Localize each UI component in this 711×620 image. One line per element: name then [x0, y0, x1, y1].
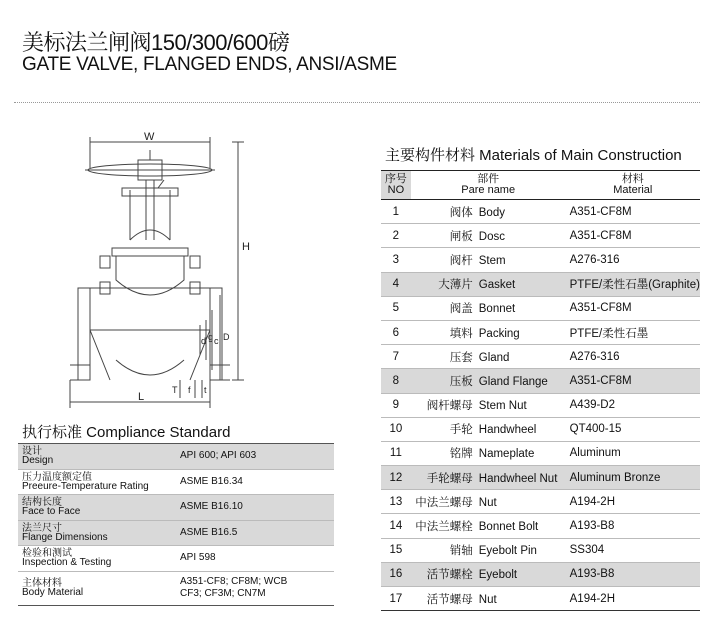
- compliance-label-cn: 法兰尺寸: [22, 522, 62, 534]
- material-value: [566, 248, 700, 272]
- dim-label-t: T: [172, 385, 178, 395]
- row-number: 12: [381, 466, 411, 490]
- part-name: [411, 224, 566, 248]
- material-value: [566, 320, 700, 344]
- table-row: [381, 417, 700, 441]
- material-text: QT400-15: [569, 423, 622, 436]
- compliance-value: API 600; API 603: [180, 450, 257, 462]
- part-name-en: Dosc: [478, 230, 505, 243]
- part-name: [411, 369, 566, 393]
- table-row: [381, 562, 700, 586]
- part-name-cn: 销轴: [449, 545, 473, 558]
- compliance-row: [18, 444, 334, 470]
- part-name-cn: 阀杆螺母: [426, 400, 473, 413]
- compliance-label-cn: 压力温度额定值: [22, 471, 92, 483]
- table-row: [381, 514, 700, 538]
- row-number: 15: [381, 538, 411, 562]
- row-number: 4: [381, 272, 411, 296]
- row-number: 2: [381, 224, 411, 248]
- part-name-en: Nameplate: [478, 448, 535, 461]
- material-value: [566, 417, 700, 441]
- compliance-label-cn: 检验和测试: [22, 548, 72, 560]
- material-value: [566, 272, 700, 296]
- dim-label-w: W: [144, 131, 155, 143]
- compliance-row: [18, 520, 334, 546]
- dim-label-d: d: [201, 336, 207, 346]
- part-name: [411, 296, 566, 320]
- row-number: 10: [381, 417, 411, 441]
- table-row: [381, 320, 700, 344]
- part-name-cn: 手轮螺母: [426, 472, 473, 485]
- compliance-value: ASME B16.5: [180, 526, 238, 538]
- row-number: 8: [381, 369, 411, 393]
- compliance-label-cn: 结构长度: [22, 497, 62, 509]
- material-value: [566, 200, 700, 224]
- material-value: [566, 562, 700, 586]
- dim-label-c: c: [214, 336, 219, 346]
- part-name: [411, 393, 566, 417]
- material-value: [566, 296, 700, 320]
- material-value: [566, 466, 700, 490]
- table-row: [381, 587, 700, 611]
- table-row: [381, 272, 700, 296]
- part-name: [411, 538, 566, 562]
- row-number: 5: [381, 296, 411, 320]
- compliance-row: [18, 546, 334, 572]
- row-number: 7: [381, 345, 411, 369]
- material-value: [566, 538, 700, 562]
- table-row: [381, 490, 700, 514]
- material-value: [566, 490, 700, 514]
- material-value: [566, 514, 700, 538]
- row-number: 6: [381, 320, 411, 344]
- materials-header-row: [381, 171, 700, 200]
- part-name-cn: 中法兰螺母: [415, 496, 473, 509]
- material-value: [566, 224, 700, 248]
- header-part: [411, 171, 566, 200]
- dim-label-f: f: [188, 385, 191, 395]
- part-name: [411, 417, 566, 441]
- table-row: [381, 224, 700, 248]
- part-name-cn: 阀体: [449, 206, 473, 219]
- part-name-en: Gland Flange: [478, 375, 548, 388]
- material-value: [566, 369, 700, 393]
- part-name: [411, 562, 566, 586]
- row-number: 13: [381, 490, 411, 514]
- part-name-en: Packing: [478, 327, 520, 340]
- table-row: [381, 466, 700, 490]
- compliance-label-cn: 主体材料: [22, 578, 62, 589]
- header-part-cn: 部件: [477, 173, 500, 185]
- material-text: A351-CF8M: [569, 205, 632, 218]
- material-text: PTFE/柔性石墨: [569, 327, 649, 340]
- row-number: 17: [381, 587, 411, 611]
- part-name-en: Body: [478, 206, 505, 219]
- compliance-label-en: Inspection & Testing: [22, 557, 112, 569]
- table-row: [381, 393, 700, 417]
- header-no: [381, 171, 411, 200]
- table-row: [381, 296, 700, 320]
- part-name-cn: 压套: [449, 351, 473, 364]
- header-no-cn: 序号: [384, 173, 407, 185]
- row-number: 14: [381, 514, 411, 538]
- part-name-cn: 填料: [449, 327, 473, 340]
- part-name-en: Gasket: [478, 279, 516, 292]
- material-text: A351-CF8M: [569, 302, 632, 315]
- part-name: [411, 320, 566, 344]
- part-name-cn: 闸板: [449, 230, 473, 243]
- dim-label-l: L: [138, 391, 145, 403]
- material-text: Aluminum Bronze: [569, 471, 661, 484]
- compliance-table: [18, 443, 334, 606]
- part-name-cn: 活节螺栓: [426, 569, 473, 582]
- compliance-row: [18, 571, 334, 605]
- part-name-cn: 大薄片: [438, 279, 473, 292]
- dim-label-h: H: [242, 241, 250, 253]
- part-name-en: Eyebolt: [478, 569, 518, 582]
- dim-label-o: D: [223, 332, 230, 342]
- dim-label-t-small: t: [204, 385, 207, 395]
- part-name: [411, 587, 566, 611]
- part-name-en: Gland: [478, 351, 510, 364]
- material-text: A194-2H: [569, 592, 616, 605]
- materials-title: 主要构件材料 Materials of Main Construction: [385, 147, 682, 164]
- part-name-cn: 手轮: [449, 424, 473, 437]
- row-number: 16: [381, 562, 411, 586]
- compliance-label-cn: 设计: [22, 446, 42, 458]
- compliance-row: [18, 469, 334, 495]
- compliance-label-en: Flange Dimensions: [22, 531, 108, 543]
- header-material: [566, 171, 700, 200]
- material-text: A276-316: [569, 253, 620, 266]
- part-name-cn: 阀盖: [449, 303, 473, 316]
- page-title-en: GATE VALVE, FLANGED ENDS, ANSI/ASME: [22, 54, 397, 75]
- material-value: [566, 345, 700, 369]
- compliance-label-en: Preeure-Temperature Rating: [22, 480, 149, 492]
- part-name: [411, 200, 566, 224]
- material-text: Aluminum: [569, 447, 621, 460]
- part-name: [411, 514, 566, 538]
- row-number: 1: [381, 200, 411, 224]
- material-text: SS304: [569, 544, 605, 557]
- dim-label-g: g: [208, 332, 214, 342]
- part-name: [411, 466, 566, 490]
- compliance-value: API 598: [180, 552, 216, 564]
- part-name-en: Handwheel Nut: [478, 472, 558, 485]
- material-text: A194-2H: [569, 495, 616, 508]
- part-name-en: Eyebolt Pin: [478, 545, 537, 558]
- material-text: A276-316: [569, 350, 620, 363]
- compliance-label-en: Design: [22, 455, 54, 467]
- part-name-en: Nut: [478, 593, 497, 606]
- part-name: [411, 490, 566, 514]
- header-part-en: Pare name: [461, 184, 516, 196]
- material-value: [566, 393, 700, 417]
- valve-drawing: [60, 130, 300, 410]
- material-text: A193-B8: [569, 568, 615, 581]
- compliance-value-line1: A351-CF8; CF8M; WCB: [180, 576, 288, 587]
- part-name: [411, 272, 566, 296]
- table-row: [381, 538, 700, 562]
- header-divider: [14, 102, 700, 103]
- part-name-en: Stem: [478, 254, 506, 267]
- compliance-label-en: Face to Face: [22, 506, 81, 518]
- compliance-value-line2: CF3; CF3M; CN7M: [180, 588, 266, 599]
- row-number: 11: [381, 441, 411, 465]
- part-name: [411, 248, 566, 272]
- material-text: PTFE/柔性石墨(Graphite): [569, 279, 700, 292]
- part-name-cn: 活节螺母: [426, 593, 473, 606]
- compliance-value: ASME B16.10: [180, 501, 243, 513]
- part-name-cn: 阀杆: [449, 254, 473, 267]
- header-no-en: NO: [387, 184, 405, 196]
- header-mat-en: Material: [613, 184, 653, 196]
- compliance-row: [18, 495, 334, 521]
- material-value: [566, 441, 700, 465]
- part-name-en: Handwheel: [478, 424, 537, 437]
- part-name-en: Bonnet Bolt: [478, 521, 539, 534]
- row-number: 3: [381, 248, 411, 272]
- part-name-cn: 压板: [449, 375, 473, 388]
- material-text: A193-B8: [569, 520, 615, 533]
- compliance-value: ASME B16.34: [180, 475, 243, 487]
- table-row: [381, 441, 700, 465]
- part-name-en: Nut: [478, 496, 497, 509]
- page-title-cn: 美标法兰闸阀150/300/600磅: [22, 30, 290, 55]
- table-row: [381, 369, 700, 393]
- materials-table: [381, 170, 700, 611]
- material-text: A351-CF8M: [569, 374, 632, 387]
- part-name-en: Stem Nut: [478, 400, 527, 413]
- material-value: [566, 587, 700, 611]
- part-name-cn: 铭牌: [449, 448, 473, 461]
- table-row: [381, 248, 700, 272]
- part-name: [411, 345, 566, 369]
- part-name: [411, 441, 566, 465]
- compliance-title: 执行标准 Compliance Standard: [22, 424, 231, 441]
- header-mat-cn: 材料: [621, 173, 644, 185]
- table-row: [381, 200, 700, 224]
- part-name-cn: 中法兰螺栓: [415, 521, 473, 534]
- part-name-en: Bonnet: [478, 303, 516, 316]
- material-text: A351-CF8M: [569, 229, 632, 242]
- material-text: A439-D2: [569, 399, 616, 412]
- compliance-label-en: Body Material: [22, 587, 84, 598]
- table-row: [381, 345, 700, 369]
- row-number: 9: [381, 393, 411, 417]
